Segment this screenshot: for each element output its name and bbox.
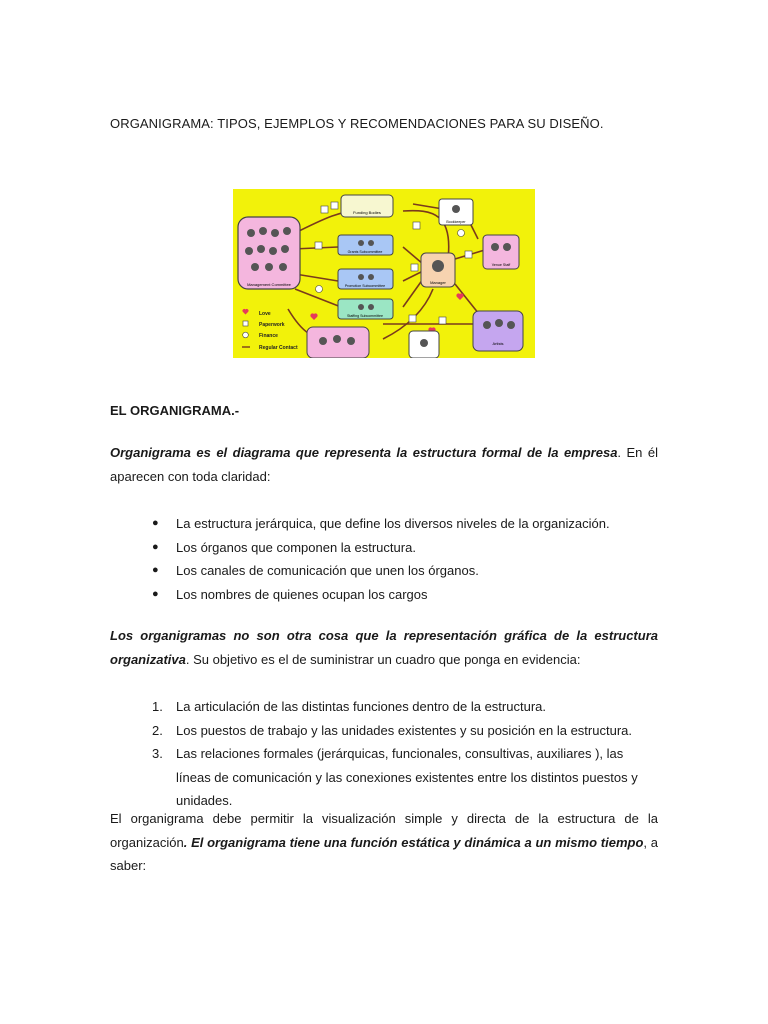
node-artists: Artists	[492, 341, 504, 346]
bullet-list	[110, 512, 658, 606]
list-item: 1. La articulación de las distintas funciones dentro de la estructura.	[152, 699, 546, 714]
numbered-list	[110, 695, 658, 813]
legend-paperwork: Paperwork	[259, 322, 285, 328]
legend-finance: Finance	[259, 333, 278, 339]
paragraph-3	[110, 807, 658, 878]
list-item: ● Los canales de comunicación que unen los órganos.	[152, 563, 479, 578]
paragraph-1-text: . En él aparecen con toda claridad:	[110, 445, 658, 484]
organigram-illustration	[233, 189, 535, 358]
paragraph-3-tail: , a saber:	[110, 834, 658, 873]
list-item: ● La estructura jerárquica, que define los diversos niveles de la organización.	[152, 516, 610, 531]
list-item: ● Los nombres de quienes ocupan los cargos	[152, 586, 428, 602]
node-grants: Grants Subcommittee	[347, 250, 383, 254]
paragraph-3-text: El organigrama debe permitir la visualización simple y directa de la estructura de la organización	[110, 811, 658, 850]
paragraph-1	[110, 441, 658, 488]
legend-love: Love	[259, 311, 271, 317]
node-manager: Manager	[430, 280, 446, 285]
node-venue: Venue Staff	[491, 263, 511, 267]
node-promotion: Promotion Subcommittee	[344, 284, 386, 288]
paragraph-3-emphasis: . El organigrama tiene una función estática y dinámica a un mismo tiempo	[183, 834, 644, 850]
node-bookkeeper: Bookkeeper	[446, 220, 466, 224]
section-heading: EL ORGANIGRAMA.-	[110, 403, 240, 418]
node-funding: Funding Bodies	[353, 210, 381, 215]
list-item: ● Los órganos que componen la estructura.	[152, 539, 416, 555]
legend-contact: Regular Contact	[259, 345, 298, 351]
paragraph-1-emphasis: Organigrama es el diagrama que representa la estructura formal de la empresa	[110, 445, 618, 460]
list-item: 2. Los puestos de trabajo y las unidades existentes y su posición en la estructura.	[152, 722, 632, 738]
document-title: ORGANIGRAMA: TIPOS, EJEMPLOS Y RECOMENDACIONES PARA SU DISEÑO.	[110, 116, 604, 131]
list-item: 3. Las relaciones formales (jerárquicas, funcionales, consultivas, auxiliares ), las líneas de comunicación y las conexiones existentes entre los distintos puestos y unidades.	[152, 746, 638, 808]
node-staffing: Staffing Subcommittee	[346, 314, 384, 318]
paragraph-2	[110, 624, 658, 671]
paragraph-2-emphasis: Los organigramas no son otra cosa que la representación gráfica de la estructura organizativa	[110, 628, 658, 667]
node-management: Management Committee	[247, 282, 291, 287]
paragraph-2-text: . Su objetivo es el de suministrar un cuadro que ponga en evidencia:	[185, 651, 581, 667]
